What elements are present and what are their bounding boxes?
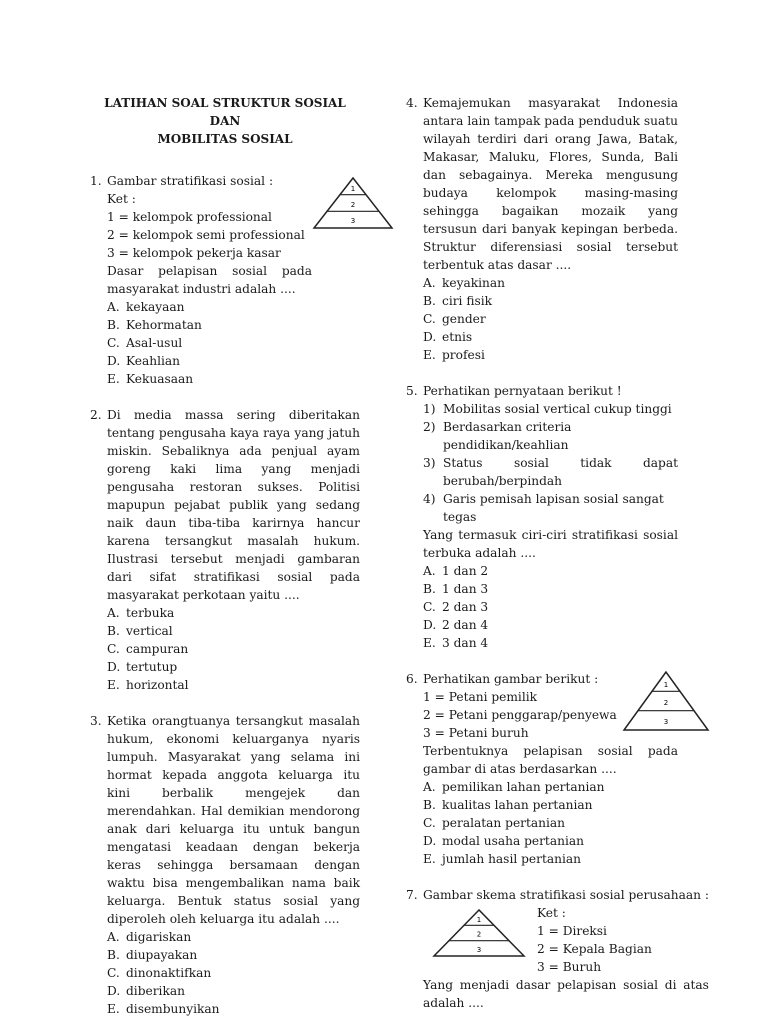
legend-line: 1 = Direksi <box>537 924 607 938</box>
option-a: A. terbuka <box>107 606 175 620</box>
option-b: B. diupayakan <box>107 948 198 962</box>
question-stem: Kemajemukan masyarakat Indonesia antara lain tampak pada penduduk suatu wilayah terdiri dari orang Jawa, Batak, Makasar, Maluku, Flores, Sunda, Bali dan sebagainya. Mereka mengusung budaya kelompok masing-masing sehingga bagaikan mozaik yang tersusun dari banyak kepingan berbeda. Struktur diferensiasi sosial tersebut terbentuk atas dasar .... <box>423 96 678 272</box>
option-d: D. 2 dan 4 <box>423 618 489 632</box>
question-stem: Di media massa sering diberitakan tentang pengusaha kaya raya yang jatuh miskin. Sebaliknya ada penjual ayam goreng kaki lima yang menjadi pengusaha restoran sukses. Politisi mapupun pejabat publik yang sedang naik daun tiba-tiba karirnya hancur karena tersangkut masalah hukum. Ilustrasi tersebut menjadi gambaran dari sifat stratifikasi sosial pada masyarakat perkotaan yaitu .... <box>107 408 360 602</box>
option-e: E. horizontal <box>107 678 189 692</box>
option-a: A. 1 dan 2 <box>423 564 489 578</box>
option-c: C. gender <box>423 312 486 326</box>
question-line: 1 = Petani pemilik <box>423 690 538 704</box>
option-c: C. dinonaktifkan <box>107 966 212 980</box>
statement-item: 3) Status sosial tidak dapat berubah/berpindah <box>423 456 678 488</box>
option-c: C. 2 dan 3 <box>423 600 489 614</box>
pyramid-label-2: 2 <box>476 930 482 939</box>
option-e: E. 3 dan 4 <box>423 636 489 650</box>
option-a: A. kekayaan <box>107 300 185 314</box>
legend-line: 2 = Kepala Bagian <box>537 942 652 956</box>
question-stem: Dasar pelapisan sosial pada masyarakat industri adalah .... <box>107 264 312 296</box>
option-b: B. vertical <box>107 624 173 638</box>
option-e: E. Kekuasaan <box>107 372 194 386</box>
left-column <box>90 94 360 1036</box>
statement-item: 4) Garis pemisah lapisan sosial sangat tegas <box>423 492 664 524</box>
question-stem: Yang menjadi dasar pelapisan sosial di atas adalah .... <box>423 978 709 1010</box>
question-number: 5. <box>406 384 418 398</box>
option-b: B. kualitas lahan pertanian <box>423 798 593 812</box>
option-c: C. Asal-usul <box>107 336 183 350</box>
question-intro: Perhatikan pernyataan berikut ! <box>423 384 622 398</box>
question-line: 2 = kelompok semi professional <box>107 228 305 242</box>
option-e: E. jumlah hasil pertanian <box>423 852 581 866</box>
question-4 <box>406 94 678 364</box>
question-6 <box>406 670 678 868</box>
right-column <box>406 94 709 1030</box>
option-e: E. disembunyikan <box>107 1002 220 1016</box>
question-line: Gambar stratifikasi sosial : <box>107 174 274 188</box>
stratification-pyramid <box>312 176 394 235</box>
pyramid-label-2: 2 <box>350 201 356 209</box>
page-title: LATIHAN SOAL STRUKTUR SOSIAL DAN MOBILITAS SOSIAL <box>104 96 346 146</box>
question-1 <box>90 172 360 388</box>
stratification-pyramid <box>622 670 710 737</box>
statement-item: 1) Mobilitas sosial vertical cukup tinggi <box>423 402 672 416</box>
question-line: Perhatikan gambar berikut : <box>423 672 599 686</box>
question-5 <box>406 382 678 652</box>
option-d: D. etnis <box>423 330 473 344</box>
pyramid-label-3: 3 <box>476 946 482 954</box>
question-number: 2. <box>90 408 102 422</box>
option-a: A. pemilikan lahan pertanian <box>423 780 605 794</box>
option-b: B. ciri fisik <box>423 294 492 308</box>
question-line: 1 = kelompok professional <box>107 210 272 224</box>
legend-line: Ket : <box>537 906 566 920</box>
question-number: 3. <box>90 714 102 728</box>
question-line: 3 = Petani buruh <box>423 726 529 740</box>
question-7 <box>406 886 709 1012</box>
question-number: 7. <box>406 888 418 902</box>
pyramid-label-1: 1 <box>663 681 669 689</box>
question-stem: Ketika orangtuanya tersangkut masalah hukum, ekonomi keluarganya nyaris lumpuh. Masyarakat yang selama ini hormat kepada anggota keluarga itu kini berbalik mengejek dan merendahkan. Hal demikian mendorong anak dari keluarga itu untuk bangun mengatasi keadaan dengan bekerja keras sehingga bersamaan dengan waktu bisa mengembalikan nama baik keluarga. Bentuk status sosial yang diperoleh oleh keluarga itu adalah .... <box>107 714 360 926</box>
stratification-pyramid <box>432 908 526 963</box>
pyramid-label-3: 3 <box>350 217 356 225</box>
option-a: A. digariskan <box>107 930 192 944</box>
question-intro: Gambar skema stratifikasi sosial perusahaan : <box>423 888 709 902</box>
option-b: B. Kehormatan <box>107 318 202 332</box>
question-number: 1. <box>90 174 102 188</box>
question-line: Ket : <box>107 192 136 206</box>
pyramid-label-3: 3 <box>663 718 669 726</box>
statement-item: 2) Berdasarkan criteria pendidikan/keahlian <box>423 420 572 452</box>
option-c: C. campuran <box>107 642 189 656</box>
option-a: A. keyakinan <box>423 276 505 290</box>
option-d: D. diberikan <box>107 984 185 998</box>
option-d: D. Keahlian <box>107 354 181 368</box>
option-d: D. modal usaha pertanian <box>423 834 584 848</box>
pyramid-label-1: 1 <box>476 916 482 924</box>
question-number: 6. <box>406 672 418 686</box>
question-line: 2 = Petani penggarap/penyewa <box>423 708 617 722</box>
question-number: 4. <box>406 96 418 110</box>
option-d: D. tertutup <box>107 660 178 674</box>
question-3 <box>90 712 360 1018</box>
question-stem: Terbentuknya pelapisan sosial pada gambar di atas berdasarkan .... <box>423 744 678 776</box>
option-e: E. profesi <box>423 348 485 362</box>
pyramid-label-2: 2 <box>663 699 669 707</box>
option-c: C. peralatan pertanian <box>423 816 566 830</box>
legend-line: 3 = Buruh <box>537 960 602 974</box>
pyramid-label-1: 1 <box>350 185 356 193</box>
question-stem: Yang termasuk ciri-ciri stratifikasi sosial terbuka adalah .... <box>423 528 678 560</box>
question-line: 3 = kelompok pekerja kasar <box>107 246 281 260</box>
question-2 <box>90 406 360 694</box>
option-b: B. 1 dan 3 <box>423 582 489 596</box>
